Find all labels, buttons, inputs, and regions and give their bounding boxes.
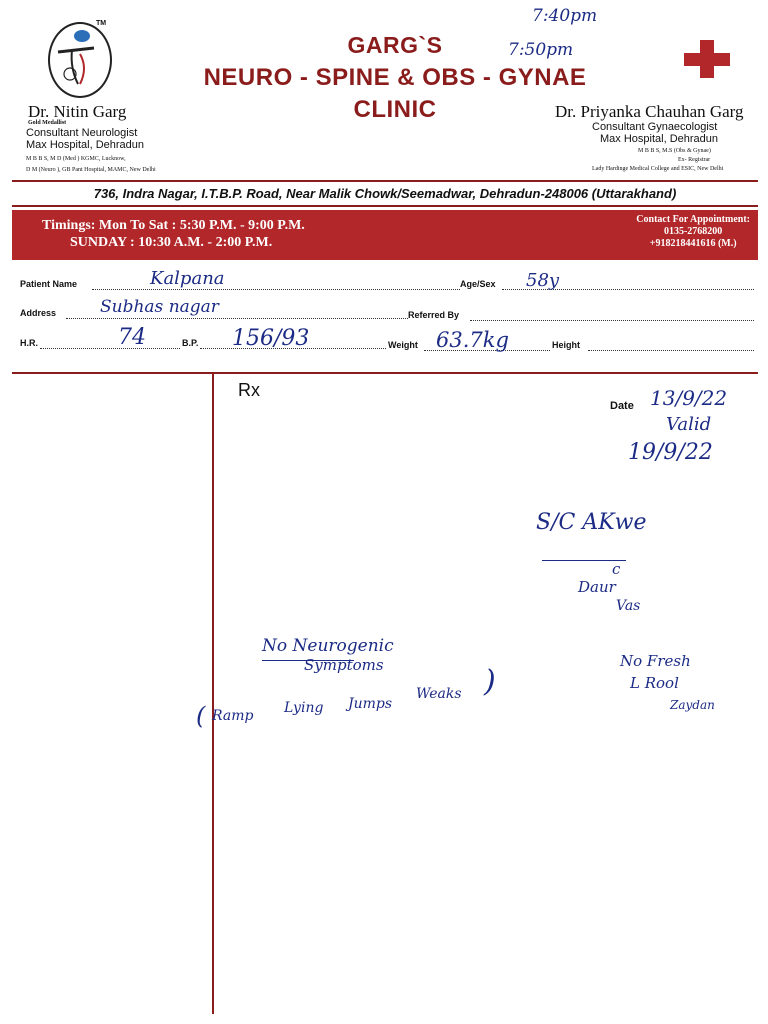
note-right-6: L Rool: [630, 674, 679, 692]
note-left-3: Ramp: [212, 708, 254, 724]
note-left-1: No Neurogenic: [262, 636, 394, 656]
note-right-5: No Fresh: [620, 652, 691, 670]
hr-label: H.R.: [20, 338, 38, 348]
note-right-1: S/C AKwe: [536, 510, 647, 535]
address-line: [66, 318, 408, 319]
doctor-left-distinction: Gold Medallist: [28, 120, 67, 126]
weight-label: Weight: [388, 340, 418, 350]
timings-band: [12, 210, 758, 260]
referred-by-line: [470, 320, 754, 321]
doctor-right-qual2: Ex- Registrar: [678, 157, 711, 163]
height-label: Height: [552, 340, 580, 350]
trademark-mark: TM: [96, 20, 107, 27]
bp-label: B.P.: [182, 338, 199, 348]
date-value: 13/9/22: [650, 386, 728, 410]
doctor-left-qual2: D M (Neuro ), GB Pant Hospital, MAMC, New Delhi: [26, 167, 156, 173]
address-value: Subhas nagar: [100, 297, 219, 317]
contact-title: Contact For Appointment:: [636, 214, 750, 225]
note-left-5: Jumps: [348, 696, 393, 712]
height-line: [588, 350, 754, 351]
hr-value: 74: [118, 325, 146, 350]
doctor-right-qual3: Lady Hardinge Medical College and ESIC, New Delhi: [592, 166, 724, 172]
header-divider-top: [12, 180, 758, 182]
doctor-right-qual1: M B B S, M.S (Obs & Gynae): [638, 148, 711, 154]
note-left-6: Weaks: [416, 686, 462, 702]
paren-open: (: [196, 702, 206, 730]
patient-name-label: Patient Name: [20, 279, 78, 289]
age-sex-value: 58y: [526, 270, 560, 291]
age-sex-label: Age/Sex: [460, 279, 496, 289]
timings-weekday: Timings: Mon To Sat : 5:30 P.M. - 9:00 P.M.: [42, 218, 305, 233]
hr-line: [40, 348, 180, 349]
contact-phone2: +918218441616 (M.): [649, 238, 737, 249]
bp-value: 156/93: [232, 326, 310, 351]
medical-cross-icon-bar: [684, 53, 730, 66]
clinic-title-line3: CLINIC: [353, 96, 437, 123]
margin-line: [212, 374, 214, 1014]
rx-symbol: Rx: [238, 380, 260, 400]
patient-name-value: Kalpana: [150, 268, 225, 289]
note-right-7: Zaydan: [670, 698, 715, 712]
valid-label: Valid: [666, 414, 712, 435]
clinic-title-line2: NEURO - SPINE & OBS - GYNAE: [203, 64, 587, 91]
doctor-left-title: Consultant Neurologist: [26, 127, 138, 139]
note-left-2: Symptoms: [304, 656, 384, 674]
referred-by-label: Referred By: [408, 310, 460, 320]
doctor-right-name: Dr. Priyanka Chauhan Garg: [555, 102, 744, 121]
valid-date: 19/9/22: [628, 440, 713, 465]
doctor-left-hospital: Max Hospital, Dehradun: [26, 139, 145, 151]
contact-phone1: 0135-2768200: [663, 226, 723, 237]
doctor-right-title: Consultant Gynaecologist: [592, 121, 718, 133]
clinic-address: 736, Indra Nagar, I.T.B.P. Road, Near Malik Chowk/Seemadwar, Dehradun-248006 (Uttarakhand): [93, 186, 677, 201]
address-label: Address: [20, 308, 57, 318]
note-right-3: Daur: [578, 578, 616, 596]
note-right-2: c: [612, 560, 621, 578]
paren-close: ): [484, 664, 496, 699]
note-left-4: Lying: [284, 700, 324, 716]
doctor-left-name: Dr. Nitin Garg: [28, 102, 127, 121]
handwritten-time-2: 7:50pm: [508, 40, 574, 60]
weight-value: 63.7kg: [436, 328, 509, 352]
note-right-4: Vas: [616, 598, 641, 614]
timings-sunday: SUNDAY : 10:30 A.M. - 2:00 P.M.: [70, 235, 273, 250]
clinic-logo: [48, 22, 112, 98]
contact-block: [636, 214, 750, 250]
clinic-title-line1: GARG`S: [347, 32, 443, 58]
header-divider-bottom: [12, 205, 758, 207]
patient-name-line: [92, 289, 460, 290]
form-divider: [12, 372, 758, 374]
handwritten-time-1: 7:40pm: [532, 6, 598, 26]
doctor-right-hospital: Max Hospital, Dehradun: [600, 133, 719, 145]
date-label: Date: [610, 400, 634, 412]
doctor-left-qual1: M B B S, M D (Med ) KGMC, Lucknow,: [26, 156, 126, 162]
